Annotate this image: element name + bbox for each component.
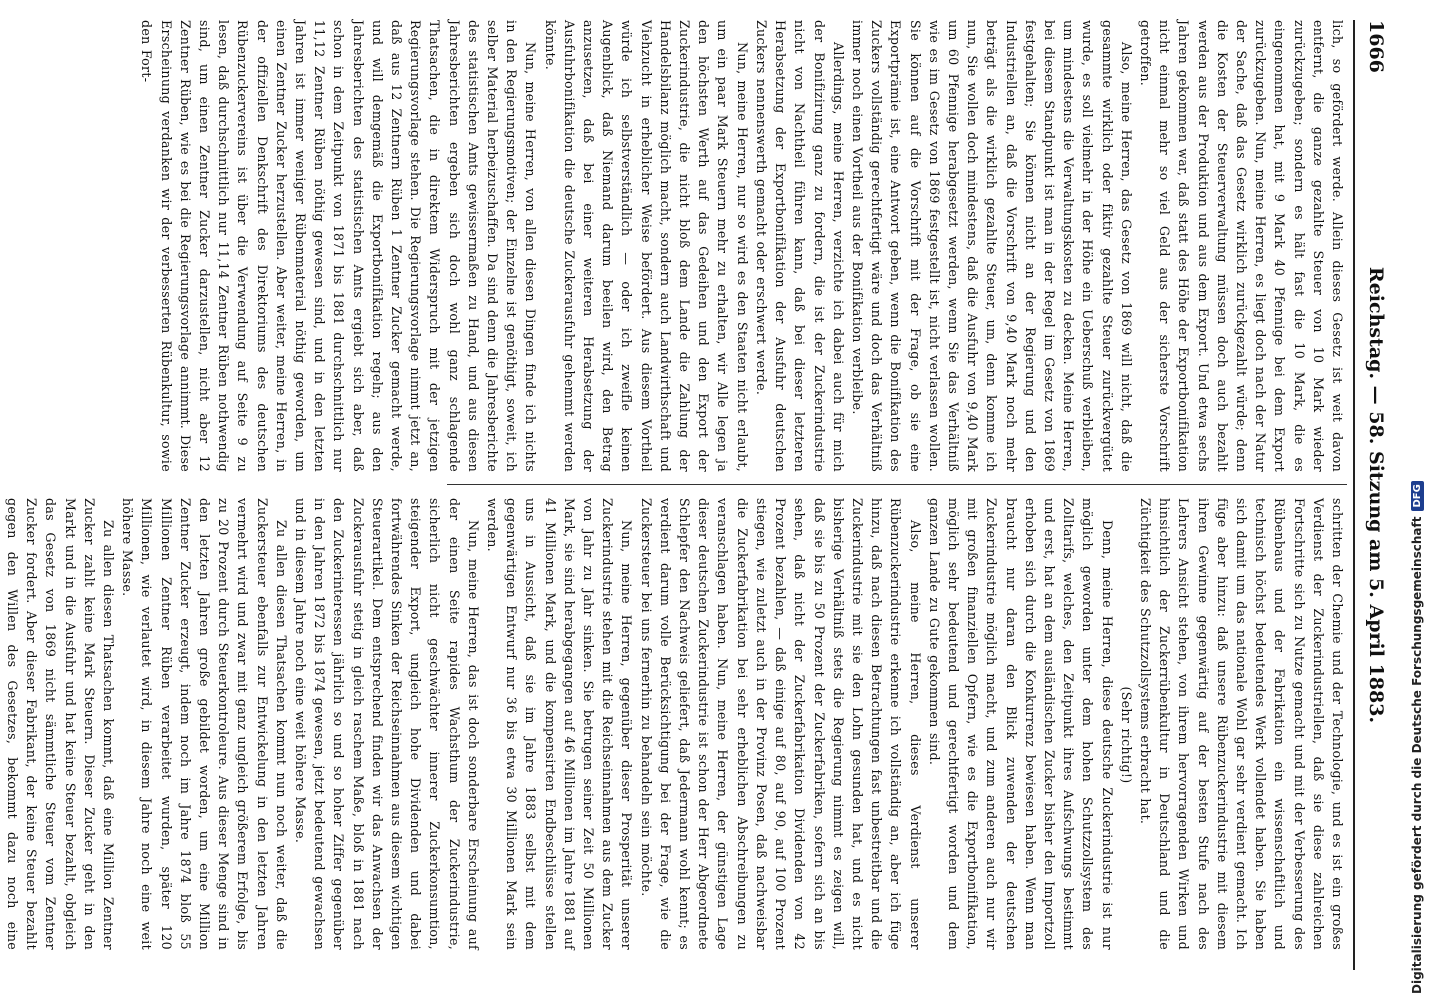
paragraph: Also, meine Herren, das Gesetz von 1869 will nicht, daß die gesammte wirklich oder fiktiv gezahlte Steuer zurückvergütet wurde, es soll vielmehr in der Höhe ein Ueberschuß verbleiben, um mindestens die Verwaltungskosten zu decken. Meine Herren, bei diesem Standpunkt ist man in der Regel im Gesetz von 1869 festgehalten; Sie können nicht an der Regierung und den Industriellen an, daß die Vorschrift von 9,40 Mark noch mehr beträgt als die wirklich gezahlte Steuer, um, denn komme ich nun, Sie wollen doch mindestens, daß die Ausfuhr von 9,40 Mark um 60 Pfennige herabgesetzt werden, wenn Sie das Verhältniß wie es im Gesetz von 1869 festgestellt ist, nicht verlassen wollen. Sie können auf die Vorschrift mit der Frage, ob sie eine Exportprämie ist, eine Antwort geben, wenn die Bonifikation des Zuckers vollständig gerechtfertigt wäre und doch das Verhältniß immer noch einen Vortheil aus der Bonifikation verbleibe. xyxy=(849,20,1134,472)
paragraph: Allerdings, meine Herren, verzichte ich dabei auch für mich der Bonifizirung ganz zu fordern, die ist der Zuckerindustrie nicht von Nachtheil führen kann, daß bei dieser letzteren Herabsetzung der Exportbonifikation der Ausfuhr deutschen Zuckers nennenswerth gemacht oder erschwert werde. xyxy=(753,20,846,472)
rotated-page-content xyxy=(4,0,1395,1000)
paragraph: Nun, meine Herren, von allen diesen Dingen finde ich nichts in den Regierungsmotiven; der Einzelne ist genöthigt, soweit, ich selber Material herbeizuschaffen. Da sind denn die Jahresberichte des statistischen Amts gewissermaßen zu Hand, und aus diesen Jahresberichten ergeben sich doch wohl ganz schlagende Thatsachen, die in direktem Widerspruch mit der jetzigen Regierungsvorlage stehen. Die Regierungsvorlage nimmt jetzt an, daß aus 12 Zentnern Rüben 1 Zentner Zucker gemacht werde, und will demgemäß die Exportbonifikation regeln; aus den Jahresberichten des statistischen Amts ergiebt sich aber, daß schon in dem Zeitpunkt von 1871 bis 1881 durchschnittlich nur 11,12 Zentner Rüben nöthig gewesen sind, und in den letzten Jahren ist immer weniger Rübenmaterial nöthig geworden, um einen Zentner Zucker herzustellen. Aber weiter, meine Herren, in der offiziellen Denkschrift des Direktoriums des deutschen Rübenzuckervereins ist über die Verwendung auf Seite 9 zu lesen, daß durchschnittlich nur 11,14 Zentner Rüben nothwendig sind, um einen Zentner Zucker darzustellen, nicht aber 12 Zentner Rüben, wie es bei die Regierungsvorlage annimmt. Diese Erscheinung verdanken wir der verbesserten Rübenkultur, sowie den Fort- xyxy=(139,20,539,472)
paragraph: Zu allen diesen Thatsachen kommt nun noch weiter, daß die Zuckersteuer ebenfalls zur Entwickelung in den letzten Jahren vermehrt wird und zwar mit ganz ungleich größerem Erfolge, bis zu 20 Prozent durch Steuerkontroleure. Aus dieser Menge sind in den letzten Jahren große gebildet worden, um eine Million Zentner Zucker erzeugt, indem noch im Jahre 1874 bloß 55 Millionen Zentner Rüben verarbeitet wurden, später 120 Millionen, wie verlautet wird, in diesem Jahre noch eine weit höhere Masse. xyxy=(120,498,289,950)
page-title: Reichstag. — 58. Sitzung am 5. April 1883. xyxy=(1365,266,1387,724)
paragraph: Nun, meine Herren, nur so wird es den Staaten nicht erlaubt, um ein paar Mark Steuern mehr zu erhalten, wir Alle legen ja den höchsten Werth auf das Gedeihen und den Export der Zuckerindustrie, die nicht bloß dem Lande die Zahlung der Handelsbilanz möglich macht, sondern auch Landwirthschaft und Viehzucht in erheblicher Weise befördert. Aus diesem Vortheil würde ich selbstverständlich — oder ich zweifle keinen Augenblick, daß Niemand darum beeilen wird, den Betrag anzusetzen, daß bei einer weiteren Herabsetzung der Ausfuhrbonifikation die deutsche Zuckerausfuhr gehemmt werden könnte. xyxy=(542,20,750,472)
column-divider xyxy=(447,484,1347,485)
remark-note: (Sehr richtig!) xyxy=(1118,686,1134,784)
paragraph: Zu allen diesen Thatsachen kommt, daß eine Million Zentner Zucker zahlt keine Mark Steuern. Dieser Zucker geht in den Markt und in die Ausfuhr und hat keine Steuer bezahlt, obgleich das Gesetz von 1869 nicht sämmtliche Steuer vom Zentner Zucker fordert. Aber dieser Fabrikant, der keine Steuer bezahlt gegen den Willen des Gesetzes, bekommt dazu noch eine xyxy=(4,498,116,950)
header-rule xyxy=(1353,20,1355,970)
page-header xyxy=(1359,20,1389,970)
paragraph: Also, meine Herren, dieses Verdienst unserer Rübenzuckerindustrie erkenne ich vollständig an, aber ich füge hinzu, daß nach diesen Betrachtungen fast unbestreitbar und die Zuckerindustrie mit sie den Lohn gesunden hat, und es nicht bisherige Verhältniß stets die Regierung nimmt es zeigen will, daß sie bis zu 50 Prozent der Zuckerfabriken, sofern sich an bis sehen, daß nicht der Zuckerfabrikation Dividenden von 42 Prozent bezahlen, — daß einige auf 80, auf 90, auf 100 Prozent stiegen, wie zuletzt auch in der Provinz Posen, daß nachweisbar die Zuckerfabrikation bei sehr erheblichen Abschreibungen zu veranschlagen haben. Nun, meine Herren, der günstigen Lage dieser deutschen Zuckerindustrie ist schon der Herr Abgeordnete Schlepfer den Nachweis geliefert, daß Jedermann wohl kennt; es verdient darum volle Berücksichtigung bei der Frage, wie die Zuckersteuer bei uns fernerhin zu behandeln sein möchte. xyxy=(638,498,923,950)
paragraph: Denn, meine Herren, diese deutsche Zuckerindustrie ist nur möglich geworden unter dem hohen Schutzzollsystem des Zolltarifs, welches, den Zeitpunkt ihres Aufschwungs bestimmt und erst, hat an dem ausländischen Zucker bisher den Importzoll erhoben sich durch die Konkurrenz bewiesen haben. Wenn man braucht nur daran den Blick zuwenden der deutschen Zuckerindustrie möglich macht, und zum anderen auch nur wir mit großen finanziellen Opfern, wie es die Exportbonifikation, möglich sehr bedeutend und gerechtfertigt worden und dem ganzen Lande zu Gute gekommen sind. xyxy=(926,498,1115,950)
dfg-logo-icon: DFG xyxy=(1411,481,1424,510)
left-text-column xyxy=(137,20,1347,472)
credit-text: Digitalisierung gefördert durch die Deutsche Forschungsgemeinschaft xyxy=(1410,516,1424,994)
paragraph: Nun, meine Herren, gegenüber dieser Prosperität unserer Zuckerindustrie stehen mit die Reichseinnahmen aus dem Zucker von Jahr zu Jahr sinken. Sie betrugen seiner Zeit 50 Millionen Mark, sie sind herabgegangen auf 46 Millionen im Jahre 1881 auf 41 Millionen Mark, und die kompensirten Endbeschlüsse stellen uns in Aussicht, daß sie im Jahre 1883 selbst mit dem gegenwärtigen Entwurf nur 36 bis etwa 30 Millionen Mark sein werden. xyxy=(485,498,635,950)
right-text-column xyxy=(0,498,1347,950)
page-number: 1666 xyxy=(1365,20,1387,73)
digitization-credit xyxy=(1407,4,1427,994)
paragraph: schritten der Chemie und der Technologie, und es ist ein großes Verdienst der Zuckerindustriellen, daß sie diese zahlreichen Fortschritte sich zu Nutze gemacht und mit der Verbesserung des Rübenbaus und der Fabrikation ein wissenschaftlich und technisch höchst bedeutendes Werk vollendet haben. Sie haben sich damit um das nationale Wohl gar sehr verdient gemacht. Ich füge aber hinzu: daß unsere Rübenzuckerindustrie mit diesem ihren Gewinne gegenwärtig auf der besten Stufe nach des Lehrers Ansicht stehen, von ihrem hervorragenden Wirken und hinsichtlich der Zuckerrübenkultur in Deutschland und die Züchtigkeit des Schutzzollsystems erbracht hat. xyxy=(1137,498,1345,950)
paragraph: lich, so gefördert werde. Allein dieses Gesetz ist weit davon entfernt, die ganze gezahlte Steuer von 10 Mark wieder zurückzugeben; sondern es hält fast die 10 Mark, die es eingenommen hat, mit 9 Mark 40 Pfennige bei dem Export zurückzugeben. Nun, meine Herren, es liegt doch nach der Natur der Sache, daß das Gesetz wirklich zurückgezahlt würde; denn die Kosten der Steuerverwaltung müssen doch auch bezahlt werden aus der Produktion und aus dem Export. Und etwa sechs Jahren gekommen war, daß statt des Höhe der Exportbonifikation nicht einmal mehr so viel Geld aus der sicherste Vorschrift getroffen. xyxy=(1137,20,1345,472)
paragraph: Nun, meine Herren, das ist doch sonderbare Erscheinung auf der einen Seite rapides Wachsthum der Zuckerindustrie, sicherlich nicht geschwächter innerer Zuckerkonsumtion, steigender Export, ungleich hohe Dividenden und dabei fortwährendes Sinken der Reichseinnahmen aus diesem wichtigen Steuerartikel. Dem entsprechend finden wir das Anwachsen der Zuckerausfuhr stetig in gleich raschem Maße, bloß in 1881 nach den Zuckerinteressen jährlich so und so hoher Ziffer gegenüber in den Jahren 1872 bis 1874 gewesen, jetzt bedeutend gewachsen und in diesem Jahre noch eine weit höhere Masse. xyxy=(293,498,481,950)
